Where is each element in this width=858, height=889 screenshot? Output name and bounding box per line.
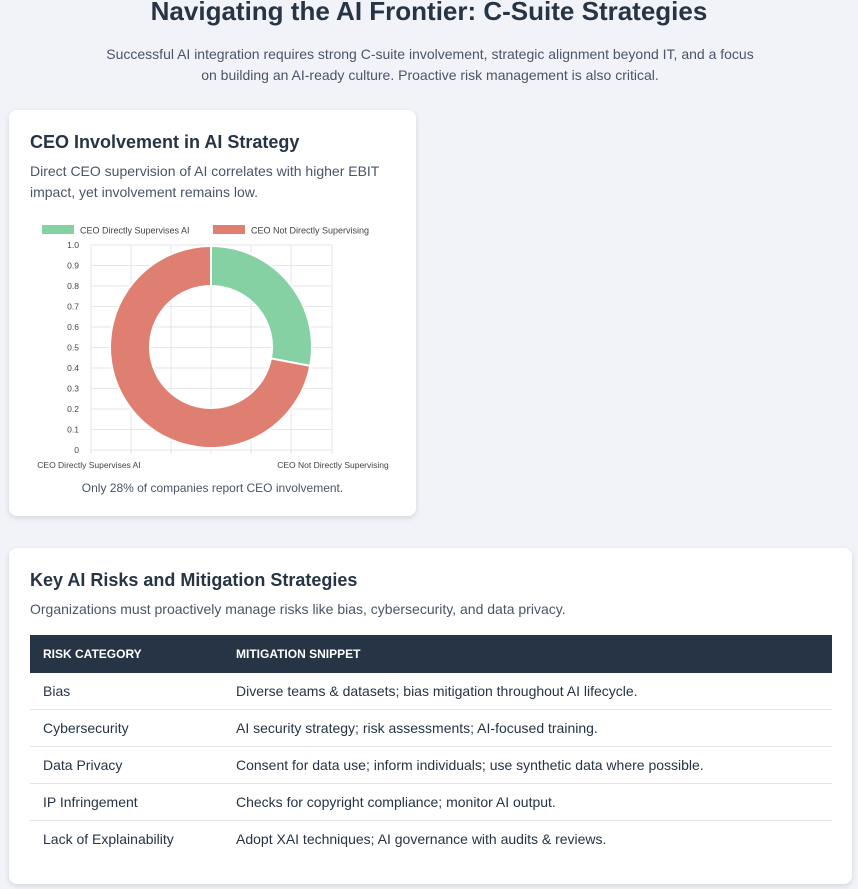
y-tick-label: 1.0 — [67, 240, 79, 250]
legend-label: CEO Not Directly Supervising — [251, 225, 370, 236]
y-tick-label: 0.4 — [67, 363, 79, 373]
mitigation-cell: Checks for copyright compliance; monitor AI output. — [223, 784, 832, 821]
risk-mitigation-card — [9, 548, 852, 884]
mitigation-cell: Consent for data use; inform individuals; use synthetic data where possible. — [223, 747, 832, 784]
risk-card-description: Organizations must proactively manage risks like bias, cybersecurity, and data privacy. — [30, 601, 566, 617]
chart-caption: Only 28% of companies report CEO involvement. — [81, 481, 344, 495]
mitigation-cell: AI security strategy; risk assessments; AI-focused training. — [223, 710, 832, 747]
risk-card-title: Key AI Risks and Mitigation Strategies — [30, 570, 358, 590]
table-row — [30, 821, 832, 858]
table-row — [30, 747, 832, 784]
column-header-mitigation: MITIGATION SNIPPET — [236, 647, 361, 661]
table-row — [30, 710, 832, 747]
x-tick-label: CEO Directly Supervises AI — [37, 460, 141, 470]
risk-cell: Lack of Explainability — [43, 831, 174, 847]
risk-table — [30, 635, 832, 857]
risk-cell: Cybersecurity — [30, 710, 223, 747]
y-tick-label: 0.1 — [67, 424, 79, 435]
y-tick-label: 0.6 — [67, 322, 79, 332]
risk-cell: Bias — [30, 673, 223, 710]
ceo-card-description: Direct CEO supervision of AI correlates with higher EBIT impact, yet involvement remains low. — [30, 163, 380, 200]
page-title: Navigating the AI Frontier: C-Suite Strategies — [150, 0, 708, 26]
legend-swatch — [42, 225, 74, 234]
x-tick-label: CEO Not Directly Supervising — [277, 460, 389, 470]
y-tick-label: 0.7 — [67, 301, 79, 312]
ceo-involvement-card — [9, 110, 416, 516]
page-subtitle: Successful AI integration requires strong C-suite involvement, strategic alignment beyond IT, and a focus on building an AI-ready culture. Proactive risk management is also critical. — [106, 46, 754, 83]
table-row — [30, 784, 832, 821]
ceo-card-title: CEO Involvement in AI Strategy — [30, 132, 300, 152]
mitigation-cell: Diverse teams & datasets; bias mitigation throughout AI lifecycle. — [223, 673, 832, 710]
y-tick-label: 0.2 — [67, 404, 79, 414]
risk-table-header — [30, 635, 832, 673]
risk-cell: Data Privacy — [30, 747, 223, 784]
legend-label: CEO Directly Supervises AI — [80, 225, 190, 236]
column-header-risk-category: RISK CATEGORY — [43, 647, 142, 661]
y-tick-label: 0.3 — [67, 383, 79, 394]
mitigation-cell: Adopt XAI techniques; AI governance with audits & reviews. — [236, 831, 607, 847]
risk-cell: IP Infringement — [30, 784, 223, 821]
y-tick-label: 0.5 — [67, 342, 79, 353]
table-row — [30, 673, 832, 710]
ceo-involvement-chart — [9, 216, 416, 476]
y-tick-label: 0.8 — [67, 281, 79, 291]
legend-swatch — [213, 225, 245, 234]
y-tick-label: 0 — [74, 445, 79, 455]
y-tick-label: 0.9 — [67, 260, 79, 271]
